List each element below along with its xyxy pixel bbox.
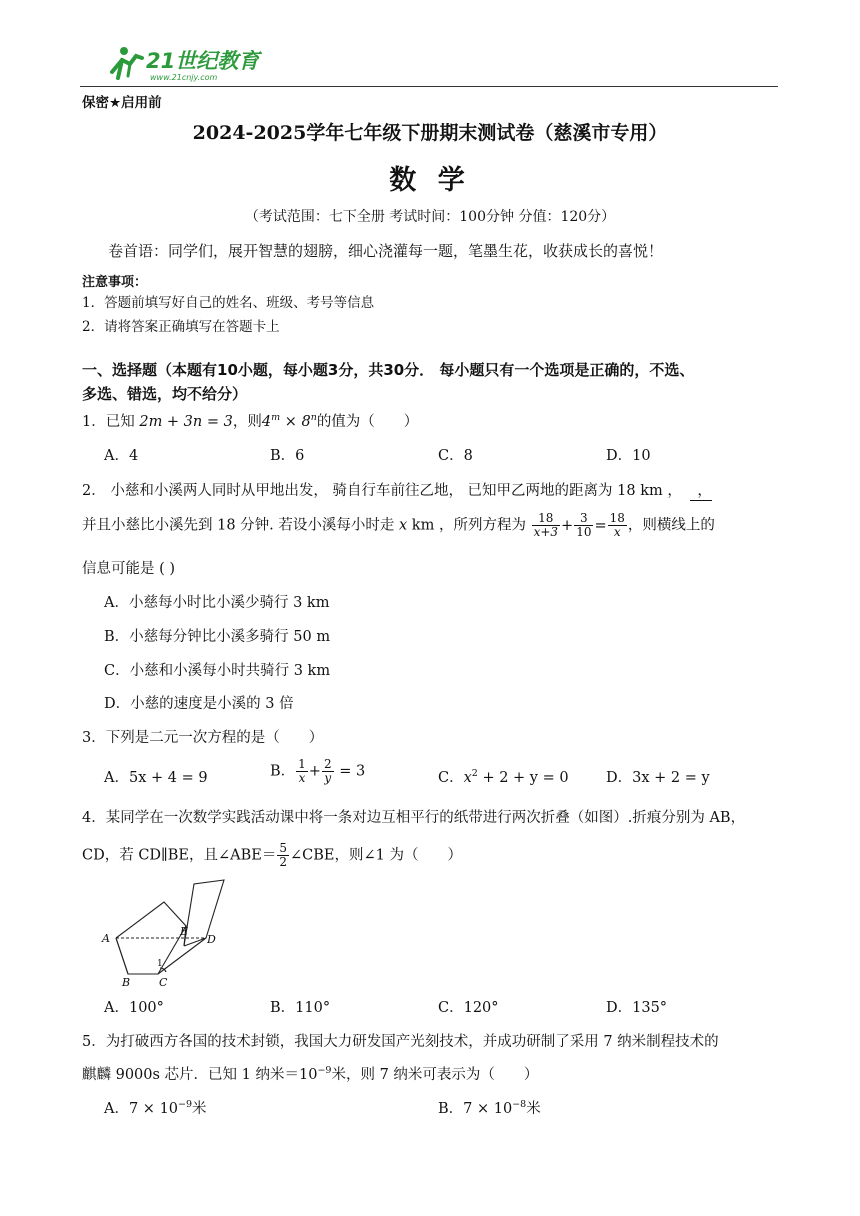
logo-text: 21世纪教育	[146, 49, 260, 73]
q3-option-d[interactable]: D．3x + 2 = y	[606, 770, 710, 786]
q4-figure	[96, 876, 236, 988]
question-5-line-2: 麒麟 9000s 芯片．已知 1 纳米$=10^{-9}$米，则 7 纳米可表示为（ ）	[82, 1065, 539, 1083]
q3-option-a[interactable]: A．5x + 4 = 9	[104, 770, 208, 786]
logo-url: www.21cnjy.com	[150, 73, 218, 82]
q5-option-b[interactable]: B．$7 \times 10^{-8}$米	[438, 1099, 541, 1117]
q1-option-d[interactable]: D．10	[606, 448, 651, 464]
q5-option-a[interactable]: A．$7 \times 10^{-9}$米	[104, 1099, 207, 1117]
fig-label-b: B	[122, 976, 131, 988]
q2-option-c[interactable]: C．小慈和小溪每小时共骑行 3 km	[104, 663, 331, 679]
exam-title: 2024-2025学年七年级下册期末测试卷（慈溪市专用）	[192, 122, 668, 144]
question-4-line-1: 4．某同学在一次数学实践活动课中将一条对边互相平行的纸带进行两次折叠（如图）.折痕分别为 AB，	[82, 810, 746, 826]
question-5-line-1: 5．为打破西方各国的技术封锁，我国大力研发国产光刻技术，并成功研制了采用 7 纳米制程技术的	[82, 1034, 719, 1050]
q2-blank: ，	[690, 479, 712, 501]
q1-option-c[interactable]: C．8	[438, 448, 473, 464]
notice-item-2: 2．请将答案正确填写在答题卡上	[82, 319, 280, 335]
question-2-line-3: 信息可能是 ( )	[82, 561, 176, 577]
q3-option-c[interactable]: C．$x^2 + 2 + y = 0$	[438, 768, 569, 786]
secret-label: 保密★启用前	[82, 95, 162, 111]
q2-option-d[interactable]: D．小慈的速度是小溪的 3 倍	[104, 696, 294, 712]
q4-option-d[interactable]: D．135°	[606, 1000, 668, 1016]
fig-label-e: E	[180, 925, 189, 938]
section-1-heading	[82, 358, 782, 406]
notice-heading: 注意事项：	[82, 275, 148, 290]
question-2-line-1: 2． 小慈和小溪两人同时从甲地出发， 骑自行车前往乙地， 已知甲乙两地的距离为 18 km ， ，	[82, 479, 712, 501]
notice-item-1: 1．答题前填写好自己的姓名、班级、考号等信息	[82, 295, 375, 311]
q1-option-a[interactable]: A．4	[104, 448, 139, 464]
q1-condition: 2m + 3n = 3	[139, 414, 233, 430]
section-1-line-2: 多选、错选，均不给分）	[82, 385, 248, 403]
q2-equation: $\frac{18}{x+3}$ + $\frac{3}{10}$ = $\frac{18}{x}$	[533, 511, 625, 539]
fig-label-1: 1	[157, 959, 163, 969]
q3-option-b[interactable]: B． $\frac{1}{x}$ + $\frac{2}{y}$ = 3	[270, 757, 366, 785]
exam-scope: （考试范围：七下全册 考试时间：100分钟 分值：120分）	[244, 209, 616, 225]
subject-title: 数 学	[389, 165, 471, 196]
q4-option-a[interactable]: A．100°	[104, 1000, 164, 1016]
question-2-line-2: 并且小慈比小溪先到 18 分钟. 若设小溪每小时走 x km ，所列方程为 $\frac{18}{x+3}$ + $\frac{3}{10}$ = $\frac{18}{x}$ ，则横线上的	[82, 511, 715, 539]
q4-option-b[interactable]: B．110°	[270, 1000, 331, 1016]
fig-label-c: C	[159, 976, 168, 988]
fig-label-d: D	[207, 933, 216, 946]
question-3: 3．下列是二元一次方程的是（ ）	[82, 730, 324, 746]
q1-option-b[interactable]: B．6	[270, 448, 305, 464]
q2-option-b[interactable]: B．小慈每分钟比小溪多骑行 50 m	[104, 629, 331, 645]
q1-expression: $4^m \times 8^n$	[261, 412, 317, 430]
header-rule	[80, 86, 778, 87]
q2-option-a[interactable]: A．小慈每小时比小溪少骑行 3 km	[104, 595, 330, 611]
q4-option-c[interactable]: C．120°	[438, 1000, 499, 1016]
greeting: 卷首语：同学们，展开智慧的翅膀，细心浇灌每一题，笔墨生花，收获成长的喜悦！	[108, 242, 664, 260]
question-4-line-2: CD，若 CD∥BE，且∠ABE＝ $\frac{5}{2}$ ∠CBE，则∠1 为（ ）	[82, 841, 462, 869]
logo-21cnjy	[104, 42, 274, 84]
question-1: 1．已知 2m + 3n = 3，则$4^m \times 8^n$的值为（ ）	[82, 412, 419, 430]
section-1-line-1: 一、选择题（本题有10小题，每小题3分，共30分． 每小题只有一个选项是正确的，不选、	[82, 361, 695, 379]
fig-label-a: A	[102, 932, 110, 945]
